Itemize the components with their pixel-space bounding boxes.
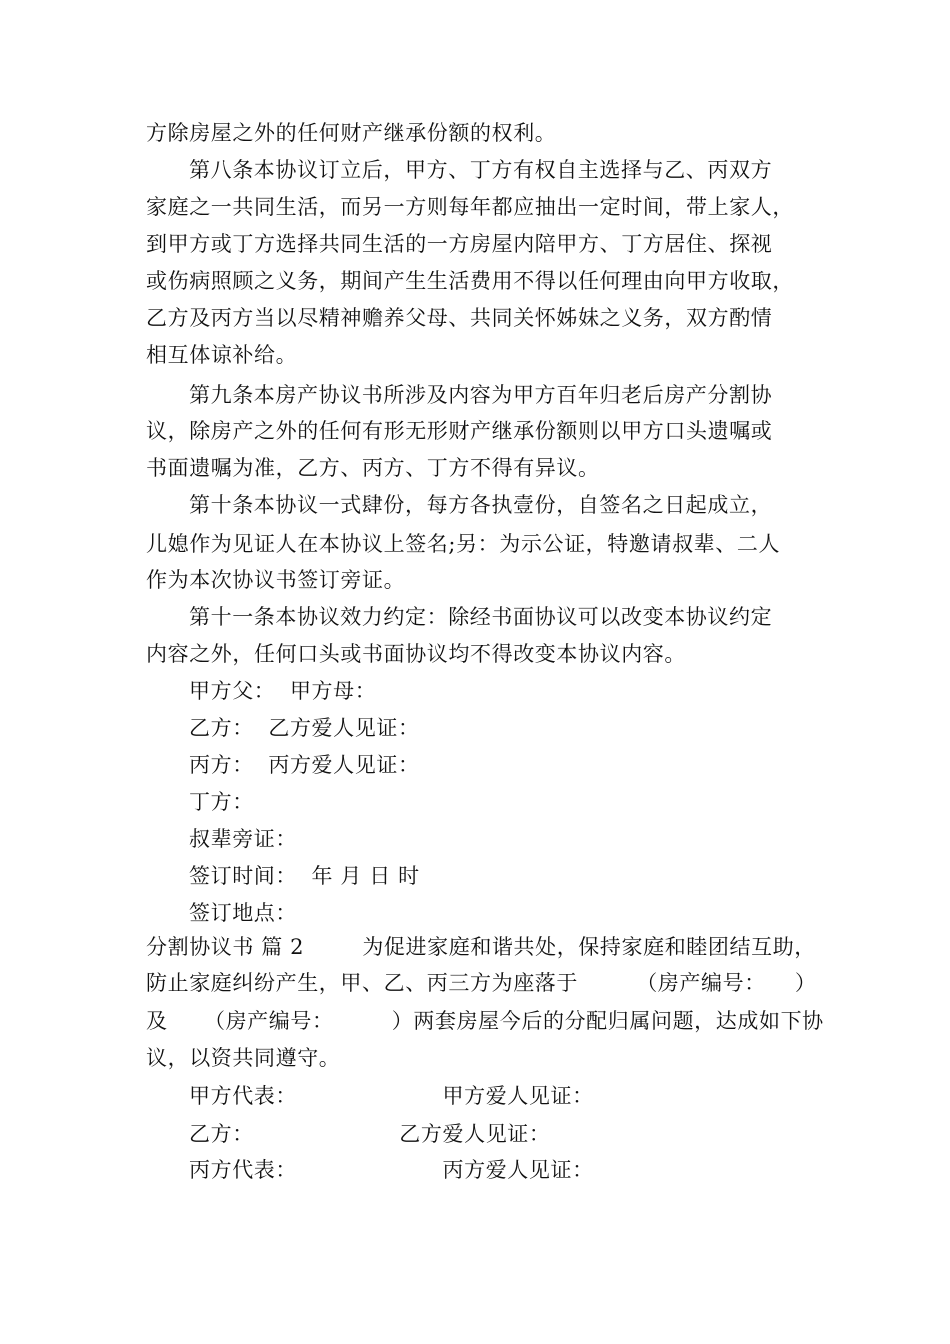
signature-line: 乙方： 乙方爱人见证： xyxy=(189,1122,551,1146)
text-line: 第十条本协议一式肆份，每方各执壹份，自签名之日起成立， xyxy=(189,493,773,517)
text-line: 到甲方或丁方选择共同生活的一方房屋内陪甲方、丁方居住、探视 xyxy=(146,232,773,256)
text-line: 第九条本房产协议书所涉及内容为甲方百年归老后房产分割协 xyxy=(189,383,773,407)
text-line: 作为本次协议书签订旁证。 xyxy=(146,568,406,592)
text-line: 相互体谅补给。 xyxy=(146,343,298,367)
signature-line: 丁方： xyxy=(189,790,254,814)
text-line: 乙方及丙方当以尽精神赡养父母、共同关怀姊妹之义务，双方酌情 xyxy=(146,306,773,330)
text-line: 及 （房产编号： ）两套房屋今后的分配归属问题，达成如下协 xyxy=(146,1009,824,1033)
signature-line: 甲方父： 甲方母： xyxy=(189,679,377,703)
signature-line: 乙方： 乙方爱人见证： xyxy=(189,716,420,740)
signature-line: 甲方代表： 甲方爱人见证： xyxy=(189,1084,594,1108)
text-line: 家庭之一共同生活，而另一方则每年都应抽出一定时间，带上家人， xyxy=(146,195,794,219)
text-line: 儿媳作为见证人在本协议上签名;另：为示公证，特邀请叔辈、二人 xyxy=(146,532,781,556)
text-line: 议，以资共同遵守。 xyxy=(146,1046,341,1070)
text-line: 分割协议书 篇 2 为促进家庭和谐共处，保持家庭和睦团结互助， xyxy=(146,935,816,959)
text-line: 防止家庭纠纷产生，甲、乙、丙三方为座落于 （房产编号： ） xyxy=(146,971,817,995)
text-line: 第十一条本协议效力约定：除经书面协议可以改变本协议约定 xyxy=(189,605,773,629)
signature-line: 叔辈旁证： xyxy=(189,827,297,851)
text-line: 方除房屋之外的任何财产继承份额的权利。 xyxy=(146,121,557,145)
signature-line: 丙方代表： 丙方爱人见证： xyxy=(189,1158,594,1182)
signature-line: 丙方： 丙方爱人见证： xyxy=(189,753,420,777)
text-line: 内容之外，任何口头或书面协议均不得改变本协议内容。 xyxy=(146,642,686,666)
text-line: 或伤病照顾之义务，期间产生生活费用不得以任何理由向甲方收取， xyxy=(146,269,794,293)
signature-line: 签订时间： 年 月 日 时 xyxy=(189,864,420,888)
text-line: 议，除房产之外的任何有形无形财产继承份额则以甲方口头遗嘱或 xyxy=(146,419,773,443)
text-line: 书面遗嘱为准，乙方、丙方、丁方不得有异议。 xyxy=(146,456,600,480)
text-line: 第八条本协议订立后，甲方、丁方有权自主选择与乙、丙双方 xyxy=(189,158,773,182)
signature-line: 签订地点： xyxy=(189,901,297,925)
